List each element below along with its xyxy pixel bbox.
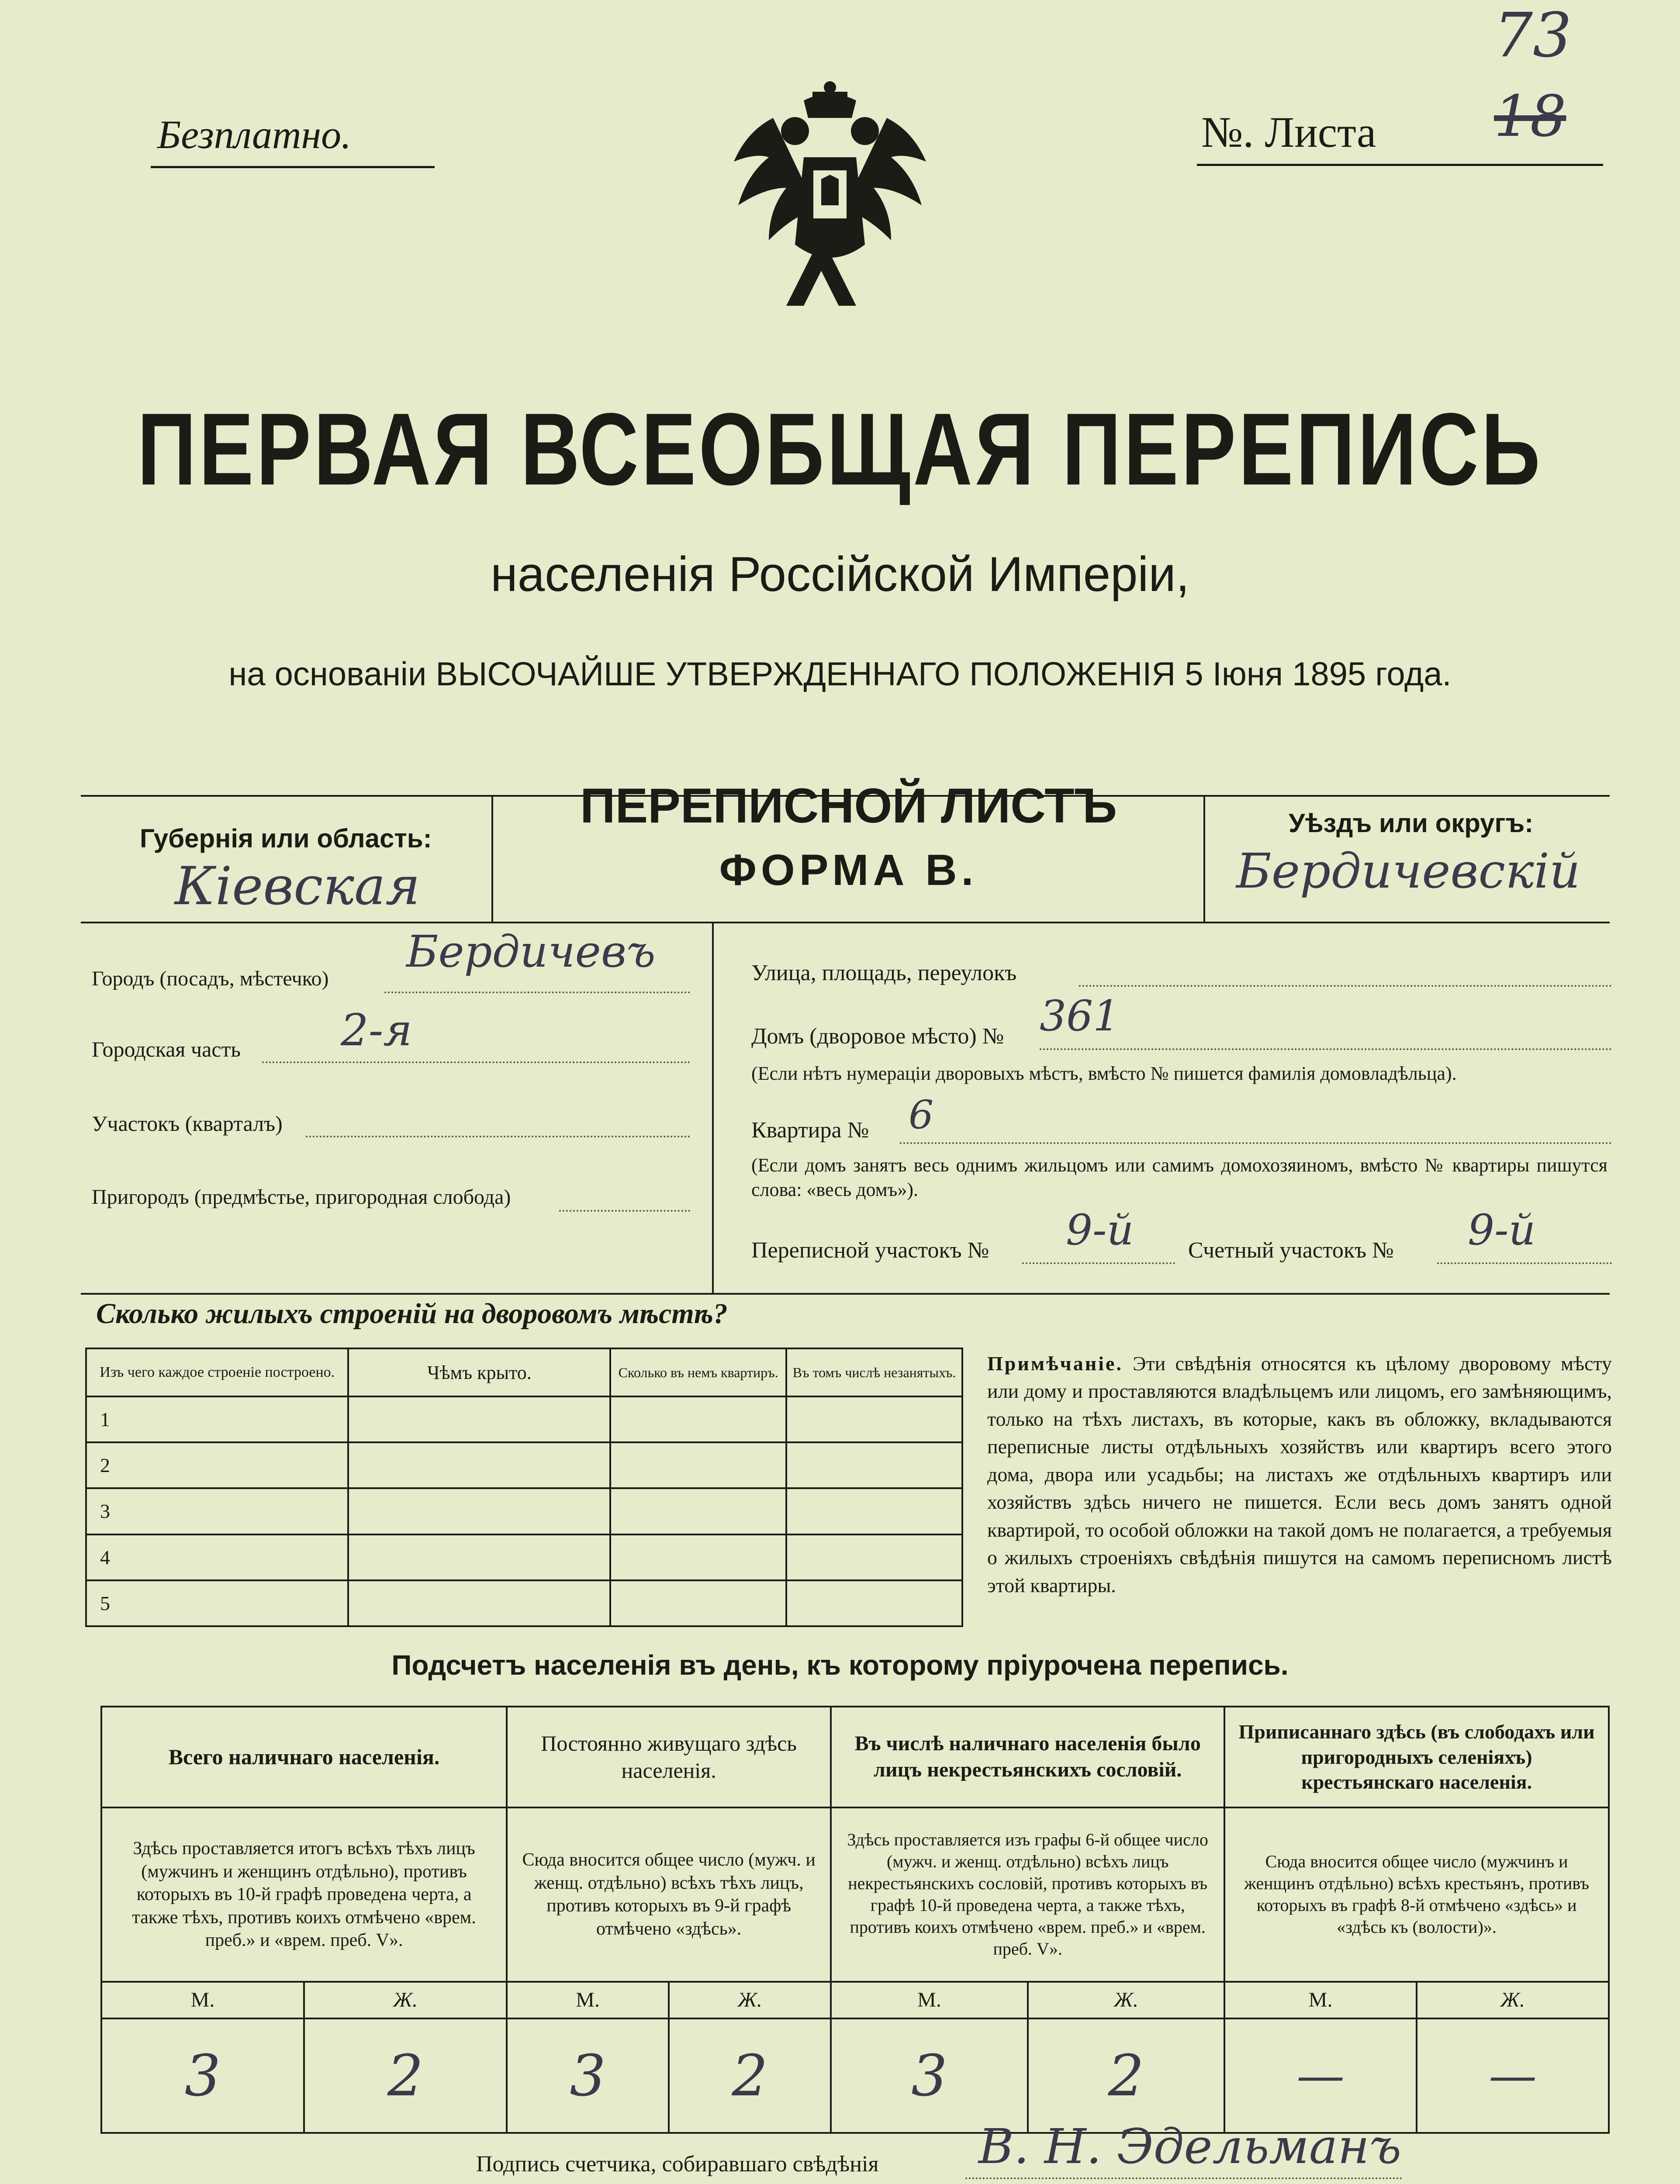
table-row xyxy=(86,1534,962,1580)
house-line xyxy=(1040,1048,1612,1050)
sheet-number-value: 73 xyxy=(1494,0,1572,71)
note-heading: Примѣчаніе. xyxy=(987,1352,1123,1375)
census-basis-line: на основаніи ВЫСОЧАЙШЕ УТВЕРЖДЕННАГО ПОЛОЖЕНІЯ 5 Іюня 1895 года. xyxy=(228,656,1452,693)
row-number: 2 xyxy=(86,1442,348,1488)
count-head-present: Всего наличнаго населенія. xyxy=(101,1707,507,1807)
address-center-divider xyxy=(712,922,714,1293)
f-label: Ж. xyxy=(1028,1982,1224,2018)
apartment-value: 6 xyxy=(909,1092,934,1138)
permanent-female-value: 2 xyxy=(669,2018,831,2133)
house-note: (Если нѣтъ нумераціи дворовыхъ мѣстъ, вмѣсто № пишется фамилія домовладѣльца). xyxy=(751,1063,1457,1084)
present-female-value: 2 xyxy=(304,2018,507,2133)
buildings-question: Сколько жилыхъ строеній на дворовомъ мѣстѣ? xyxy=(96,1298,728,1330)
signature-value: В. Н. Эдельманъ xyxy=(978,2118,1402,2174)
sheet-number-value-crossed: 18 xyxy=(1494,83,1566,149)
count-area-value: 9-й xyxy=(1468,1206,1536,1254)
row-number: 1 xyxy=(86,1396,348,1442)
peasant-male-value: — xyxy=(1224,2018,1417,2133)
m-label: М. xyxy=(507,1982,669,2018)
count-head-peasant: Приписаннаго здѣсь (въ слободахъ или пригородныхъ селеніяхъ) крестьянскаго населенія. xyxy=(1224,1707,1609,1807)
gubernia-value: Кіевская xyxy=(175,856,420,917)
apartment-note: (Если домъ занятъ весь однимъ жильцомъ или самимъ домохозяиномъ, вмѣсто № квартиры пишутся слова: «весь домъ»). xyxy=(751,1154,1607,1201)
f-label: Ж. xyxy=(1417,1982,1609,2018)
city-line xyxy=(384,992,690,993)
note-block xyxy=(987,1350,1612,1599)
count-desc-present: Здѣсь проставляется итогъ всѣхъ тѣхъ лицъ (мужчинъ и женщинъ отдѣльно), противъ которыхъ въ 10-й графѣ проведена черта, а также тѣхъ, противъ коихъ отмѣчено «врем. преб.» и «врем. преб. V». xyxy=(101,1807,507,1982)
address-bottom-rule xyxy=(81,1293,1610,1295)
uezd-value: Бердичевскій xyxy=(1236,843,1580,899)
count-head-permanent: Постоянно живущаго здѣсь населенія. xyxy=(507,1707,831,1807)
count-desc-peasant: Сюда вносится общее число (мужчинъ и женщинъ отдѣльно) всѣхъ крестьянъ, противъ которыхъ въ графѣ 8-й отмѣчено «здѣсь» и «здѣсь къ (волости)». xyxy=(1224,1807,1609,1982)
census-area-value: 9-й xyxy=(1066,1206,1134,1254)
census-area-line xyxy=(1022,1262,1175,1264)
m-label: М. xyxy=(101,1982,304,2018)
nonpeasant-female-value: 2 xyxy=(1028,2018,1224,2133)
free-label: Безплатно. xyxy=(157,112,352,157)
gubernia-label: Губернія или область: xyxy=(140,824,432,853)
city-value: Бердичевъ xyxy=(406,926,656,977)
buildings-col-apartments: Сколько въ немъ квартиръ. xyxy=(610,1348,786,1396)
street-label: Улица, площадь, переулокъ xyxy=(751,961,1017,985)
row-number: 4 xyxy=(86,1534,348,1580)
population-count-table xyxy=(100,1706,1610,2134)
permanent-male-value: 3 xyxy=(507,2018,669,2133)
house-value: 361 xyxy=(1040,992,1120,1040)
count-desc-permanent: Сюда вносится общее число (мужч. и женщ. отдѣльно) всѣхъ тѣхъ лицъ, противъ которыхъ въ 9-й графѣ отмѣчено «здѣсь». xyxy=(507,1807,831,1982)
section-label: Участокъ (кварталъ) xyxy=(92,1111,283,1136)
band-right-divider xyxy=(1203,795,1205,922)
nonpeasant-male-value: 3 xyxy=(831,2018,1027,2133)
buildings-col-material: Изъ чего каждое строеніе построено. xyxy=(86,1348,348,1396)
band-bottom-rule xyxy=(81,922,1610,923)
present-male-value: 3 xyxy=(101,2018,304,2133)
signature-label: Подпись счетчика, собиравшаго свѣдѣнія xyxy=(476,2152,879,2177)
signature-line xyxy=(965,2177,1402,2179)
buildings-col-vacant: Въ томъ числѣ незанятыхъ. xyxy=(786,1348,962,1396)
form-title: ПЕРЕПИСНОЙ ЛИСТЪ xyxy=(580,778,1117,833)
street-line xyxy=(1079,985,1612,987)
section-line xyxy=(306,1136,690,1137)
count-head-nonpeasant: Въ числѣ наличнаго населенія было лицъ некрестьянскихъ сословій. xyxy=(831,1707,1224,1807)
buildings-table xyxy=(85,1348,963,1627)
m-label: М. xyxy=(1224,1982,1417,2018)
table-row xyxy=(86,1442,962,1488)
suburb-label: Пригородъ (предмѣстье, пригородная слобода) xyxy=(92,1185,511,1209)
house-label: Домъ (дворовое мѣсто) № xyxy=(751,1024,1004,1049)
f-label: Ж. xyxy=(304,1982,507,2018)
peasant-female-value: — xyxy=(1417,2018,1609,2133)
apartment-label: Квартира № xyxy=(751,1118,869,1143)
uezd-label: Уѣздъ или округъ: xyxy=(1289,809,1534,838)
buildings-col-roof: Чѣмъ крыто. xyxy=(348,1348,610,1396)
free-underline xyxy=(151,166,435,168)
district-line xyxy=(262,1061,690,1063)
sheet-number-underline xyxy=(1197,164,1603,166)
apartment-line xyxy=(900,1142,1612,1144)
census-main-title: ПЕРВАЯ ВСЕОБЩАЯ ПЕРЕПИСЬ xyxy=(137,391,1543,507)
count-title: Подсчетъ населенія въ день, къ которому пріурочена перепись. xyxy=(391,1649,1289,1681)
note-text: Эти свѣдѣнія относятся къ цѣлому дворовому мѣсту или дому и проставляются владѣльцемъ или лицомъ, его замѣняющимъ, только на тѣхъ листахъ, въ которые, какъ въ обложку, вкладываются переписные листы отдѣльныхъ хозяйствъ или квартиръ всего этого дома, двора или усадьбы; на листахъ же отдѣльныхъ квартиръ или хозяйствъ здѣсь ничего не пишется. Если весь домъ занятъ одной квартирой, то особой обложки на такой домъ не полагается, а требуемыя о жилыхъ строеніяхъ свѣдѣнія пишутся на самомъ переписномъ листѣ этой квартиры. xyxy=(987,1352,1612,1597)
band-left-divider xyxy=(491,795,493,922)
count-desc-nonpeasant: Здѣсь проставляется изъ графы 6-й общее число (мужч. и женщ. отдѣльно) всѣхъ лицъ некрестьянскихъ сословій, противъ которыхъ въ графѣ 10-й проведена черта, а также тѣхъ, противъ коихъ отмѣчено «врем. преб.» и «врем. преб. V». xyxy=(831,1807,1224,1982)
district-value: 2-я xyxy=(341,1005,412,1056)
m-label: М. xyxy=(831,1982,1027,2018)
city-label: Городъ (посадъ, мѣстечко) xyxy=(92,967,329,990)
table-row xyxy=(86,1488,962,1534)
count-area-line xyxy=(1437,1262,1612,1264)
district-label: Городская часть xyxy=(92,1037,241,1061)
table-row xyxy=(86,1580,962,1626)
f-label: Ж. xyxy=(669,1982,831,2018)
form-subtitle: ФОРМА В. xyxy=(719,846,978,895)
double-headed-eagle-emblem xyxy=(716,79,944,323)
suburb-line xyxy=(559,1210,690,1212)
sheet-number-label: №. Листа xyxy=(1201,108,1376,156)
row-number: 5 xyxy=(86,1580,348,1626)
table-row xyxy=(86,1396,962,1442)
row-number: 3 xyxy=(86,1488,348,1534)
census-area-label: Переписной участокъ № xyxy=(751,1238,989,1263)
count-area-label: Счетный участокъ № xyxy=(1188,1238,1394,1263)
census-subtitle: населенія Россійской Имперіи, xyxy=(491,547,1189,601)
